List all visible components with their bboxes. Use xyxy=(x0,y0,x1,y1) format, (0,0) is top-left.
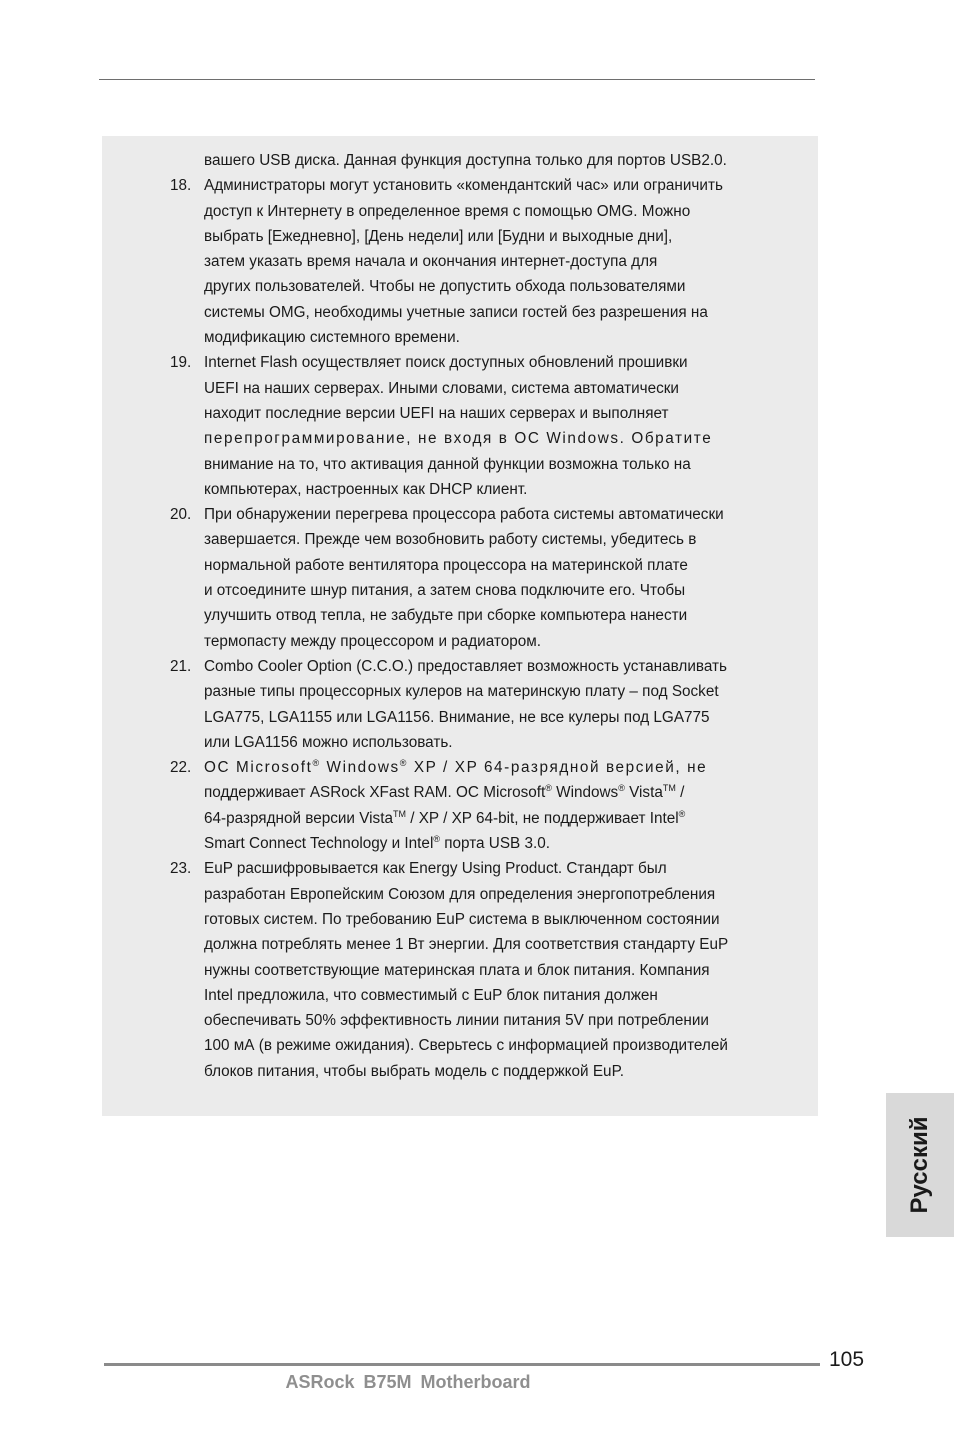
list-item-18 xyxy=(170,173,784,350)
item-line xyxy=(204,755,784,780)
text-segment: 64-разрядной версии Vista xyxy=(204,809,393,827)
item-line: нормальной работе вентилятора процессора на материнской плате xyxy=(204,556,688,574)
item-line: обеспечивать 50% эффективность линии питания 5V при потреблении xyxy=(204,1012,709,1030)
page-number: 105 xyxy=(829,1348,865,1371)
item-line: или LGA1156 можно использовать. xyxy=(204,733,453,751)
registered-mark: ® xyxy=(618,783,625,794)
list-item-19 xyxy=(170,350,784,502)
item-line: других пользователей. Чтобы не допустить обхода пользователями xyxy=(204,278,686,296)
item-line: UEFI на наших серверах. Иными словами, система автоматически xyxy=(204,379,679,397)
item-line: находит последние версии UEFI на наших серверах и выполняет xyxy=(204,404,669,422)
list-item-22 xyxy=(170,755,784,856)
item-number: 23. xyxy=(170,860,192,878)
item-line: разные типы процессорных кулеров на материнскую плату – под Socket xyxy=(204,683,719,701)
text-segment: XP / XP 64-разрядной версией, не xyxy=(408,759,708,777)
trademark-mark: TM xyxy=(662,783,676,794)
item-line: При обнаружении перегрева процессора работа системы автоматически xyxy=(204,506,724,524)
item-line: блоков питания, чтобы выбрать модель с поддержкой EuP. xyxy=(204,1062,625,1080)
text-segment: Windows xyxy=(320,759,400,777)
item-number: 19. xyxy=(170,354,192,372)
item-line: перепрограммирование, не входя в ОС Windows. Обратите xyxy=(204,430,713,448)
intro-line: вашего USB диска. Данная функция доступна только для портов USB2.0. xyxy=(204,152,727,169)
body-text xyxy=(170,148,784,1084)
item-number: 20. xyxy=(170,506,192,524)
item-line: нужны соответствующие материнская плата и блок питания. Компания xyxy=(204,961,710,979)
item-line: выбрать [Ежедневно], [День недели] или [Будни и выходные дни], xyxy=(204,227,673,245)
item-line: EuP расшифровывается как Energy Using Product. Стандарт был xyxy=(204,860,667,878)
trademark-mark: TM xyxy=(392,808,406,819)
item-line: доступ к Интернету в определенное время с помощью OMG. Можно xyxy=(204,202,691,220)
item-line: затем указать время начала и окончания интернет-доступа для xyxy=(204,253,658,271)
text-segment: Vista xyxy=(624,784,663,802)
item-line: компьютерах, настроенных как DHCP клиент. xyxy=(204,480,528,498)
item-line: внимание на то, что активация данной функции возможна только на xyxy=(204,455,691,473)
item-line: Intel предложила, что совместимый с EuP блок питания должен xyxy=(204,986,658,1004)
list-item-20 xyxy=(170,502,784,654)
list-item-21 xyxy=(170,654,784,755)
text-segment: Windows xyxy=(551,784,619,802)
text-segment: порта USB 3.0. xyxy=(439,835,551,853)
registered-mark: ® xyxy=(312,758,321,769)
registered-mark: ® xyxy=(678,808,686,819)
footer-title: ASRock B75M Motherboard xyxy=(285,1372,531,1392)
item-line: 100 мА (в режиме ожидания). Сверьтесь с информацией производителей xyxy=(204,1037,728,1055)
item-line: модификацию системного времени. xyxy=(204,329,460,347)
language-tab-label: Русский xyxy=(906,1116,933,1214)
text-segment: / XP / XP 64-bit, не поддерживает Intel xyxy=(405,809,679,827)
footer-rule xyxy=(104,1363,820,1366)
item-line: улучшить отвод тепла, не забудьте при сборке компьютера нанести xyxy=(204,607,688,625)
header-rule xyxy=(99,79,815,80)
item-line: Combo Cooler Option (C.C.O.) предоставляет возможность устанавливать xyxy=(204,657,727,675)
item-line xyxy=(204,806,784,831)
item-line: готовых систем. По требованию EuP система в выключенном состоянии xyxy=(204,910,720,928)
item-number: 21. xyxy=(170,657,192,675)
text-segment: поддерживает ASRock XFast RAM. ОС Microsoft xyxy=(204,784,546,802)
item-line: и отсоедините шнур питания, а затем снова подключите его. Чтобы xyxy=(204,582,686,600)
registered-mark: ® xyxy=(433,834,440,845)
text-segment: / xyxy=(675,784,685,802)
item-line: завершается. Прежде чем возобновить работу системы, убедитесь в xyxy=(204,531,697,549)
registered-mark: ® xyxy=(545,783,552,794)
item-line: Администраторы могут установить «комендантский час» или ограничить xyxy=(204,177,723,195)
text-segment: Smart Connect Technology и Intel xyxy=(204,835,434,853)
item-number: 22. xyxy=(170,759,192,777)
item-line: LGA775, LGA1155 или LGA1156. Внимание, не все кулеры под LGA775 xyxy=(204,708,710,726)
registered-mark: ® xyxy=(399,758,409,769)
item-number: 18. xyxy=(170,177,192,195)
item-line xyxy=(204,831,784,856)
item-line: должна потреблять менее 1 Вт энергии. Для соответствия стандарту EuP xyxy=(204,936,729,954)
text-segment: ОС Microsoft xyxy=(204,759,313,777)
language-tab xyxy=(886,1093,954,1237)
item-line: разработан Европейским Союзом для определения энергопотребления xyxy=(204,885,716,903)
item-line: системы OMG, необходимы учетные записи гостей без разрешения на xyxy=(204,303,708,321)
list-item-23 xyxy=(170,856,784,1084)
item-line: Internet Flash осуществляет поиск доступных обновлений прошивки xyxy=(204,354,688,372)
item-line xyxy=(204,780,784,805)
item-line: термопасту между процессором и радиатором. xyxy=(204,632,542,650)
